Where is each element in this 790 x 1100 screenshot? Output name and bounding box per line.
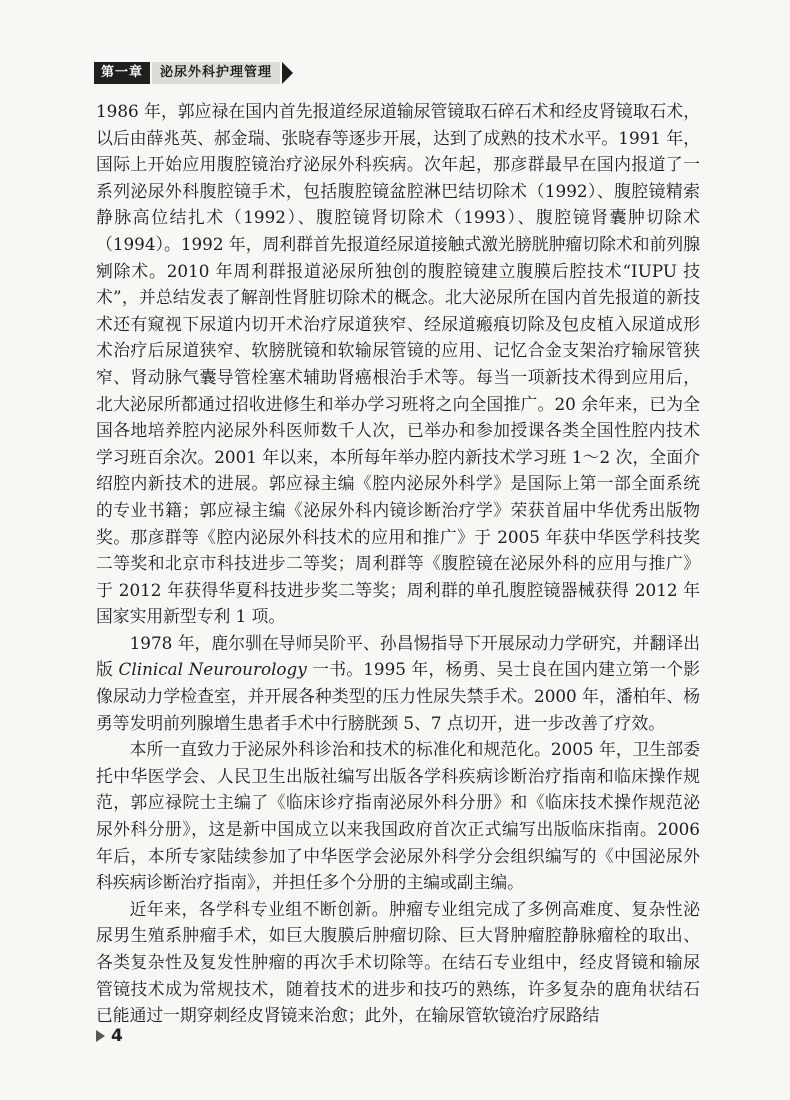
chapter-label: 第一章 bbox=[94, 62, 150, 84]
paragraph-1: 1986 年，郭应禄在国内首先报道经尿道输尿管镜取石碎石术和经皮肾镜取石术，以后由薛兆英、郝金瑞、张晓春等逐步开展，达到了成熟的技术水平。1991 年，国际上开始应用腹腔镜治疗泌尿外科疾病。次年起，那彦群最早在国内报道了一系列泌尿外科腹腔镜手术，包括腹腔镜盆腔淋巴结切除术（1992）、腹腔镜精索静脉高位结扎术（1992）、腹腔镜肾切除术（1993）、腹腔镜肾囊肿切除术（1994）。1992 年，周利群首先报道经尿道接触式激光膀胱肿瘤切除术和前列腺剜除术。2010 年周利群报道泌尿所独创的腹腔镜建立腹膜后腔技术“IUPU 技术”，并总结发表了解剖性肾脏切除术的概念。北大泌尿所在国内首先报道的新技术还有窥视下尿道内切开术治疗尿道狭窄、经尿道瘢痕切除及包皮植入尿道成形术治疗后尿道狭窄、软膀胱镜和软输尿管镜的应用、记忆合金支架治疗输尿管狭窄、肾动脉气囊导管栓塞术辅助肾癌根治手术等。每当一项新技术得到应用后，北大泌尿所都通过招收进修生和举办学习班将之向全国推广。20 余年来，已为全国各地培养腔内泌尿外科医师数千人次，已举办和参加授课各类全国性腔内技术学习班百余次。2001 年以来，本所每年举办腔内新技术学习班 1～2 次，全面介绍腔内新技术的进展。郭应禄主编《腔内泌尿外科学》是国际上第一部全面系统的专业书籍；郭应禄主编《泌尿外科内镜诊断治疗学》荣获首届中华优秀出版物奖。那彦群等《腔内泌尿外科技术的应用和推广》于 2005 年获中华医学科技奖二等奖和北京市科技进步二等奖；周利群等《腹腔镜在泌尿外科的应用与推广》于 2012 年获得华夏科技进步奖二等奖；周利群的单孔腹腔镜器械获得 2012 年国家实用新型专利 1 项。 bbox=[96, 101, 700, 627]
paragraph-2-part-b: 一书。1995 年，杨勇、吴士良在国内建立第一个影像尿动力学检查室，并开展各种类型的压力性尿失禁手术。2000 年，潘柏年、杨勇等发明前列腺增生患者手术中行膀胱颈 5、7 点切开，进一步改善了疗效。 bbox=[96, 659, 700, 733]
paragraph-2-part-a: 1978 年，鹿尔驯在导师吴阶平、孙昌惕指导下开展尿动力学研究，并翻译出版 bbox=[96, 632, 700, 680]
header-arrow-icon bbox=[282, 62, 293, 84]
chapter-title: 泌尿外科护理管理 bbox=[152, 62, 280, 84]
page-footer bbox=[96, 1026, 123, 1046]
running-header bbox=[94, 62, 293, 84]
page-number: 4 bbox=[111, 1026, 123, 1046]
paragraph-2 bbox=[96, 630, 700, 736]
page-arrow-icon bbox=[96, 1030, 105, 1042]
paragraph-3: 本所一直致力于泌尿外科诊治和技术的标准化和规范化。2005 年，卫生部委托中华医学会、人民卫生出版社编写出版各学科疾病诊断治疗指南和临床操作规范，郭应禄院士主编了《临床诊疗指南泌尿外科分册》和《临床技术操作规范泌尿外科分册》，这是新中国成立以来我国政府首次正式编写出版临床指南。2006 年后，本所专家陆续参加了中华医学会泌尿外科学分会组织编写的《中国泌尿外科疾病诊断治疗指南》，并担任多个分册的主编或副主编。 bbox=[96, 739, 700, 893]
body-text bbox=[96, 98, 700, 1029]
book-title: Clinical Neurourology bbox=[118, 659, 307, 680]
paragraph-4: 近年来，各学科专业组不断创新。肿瘤专业组完成了多例高难度、复杂性泌尿男生殖系肿瘤手术，如巨大腹膜后肿瘤切除、巨大肾肿瘤腔静脉瘤栓的取出、各类复杂性及复发性肿瘤的再次手术切除等。在结石专业组中，经皮肾镜和输尿管镜技术成为常规技术，随着技术的进步和技巧的熟练，许多复杂的鹿角状结石已能通过一期穿刺经皮肾镜来治愈；此外，在输尿管软镜治疗尿路结 bbox=[96, 898, 700, 1026]
